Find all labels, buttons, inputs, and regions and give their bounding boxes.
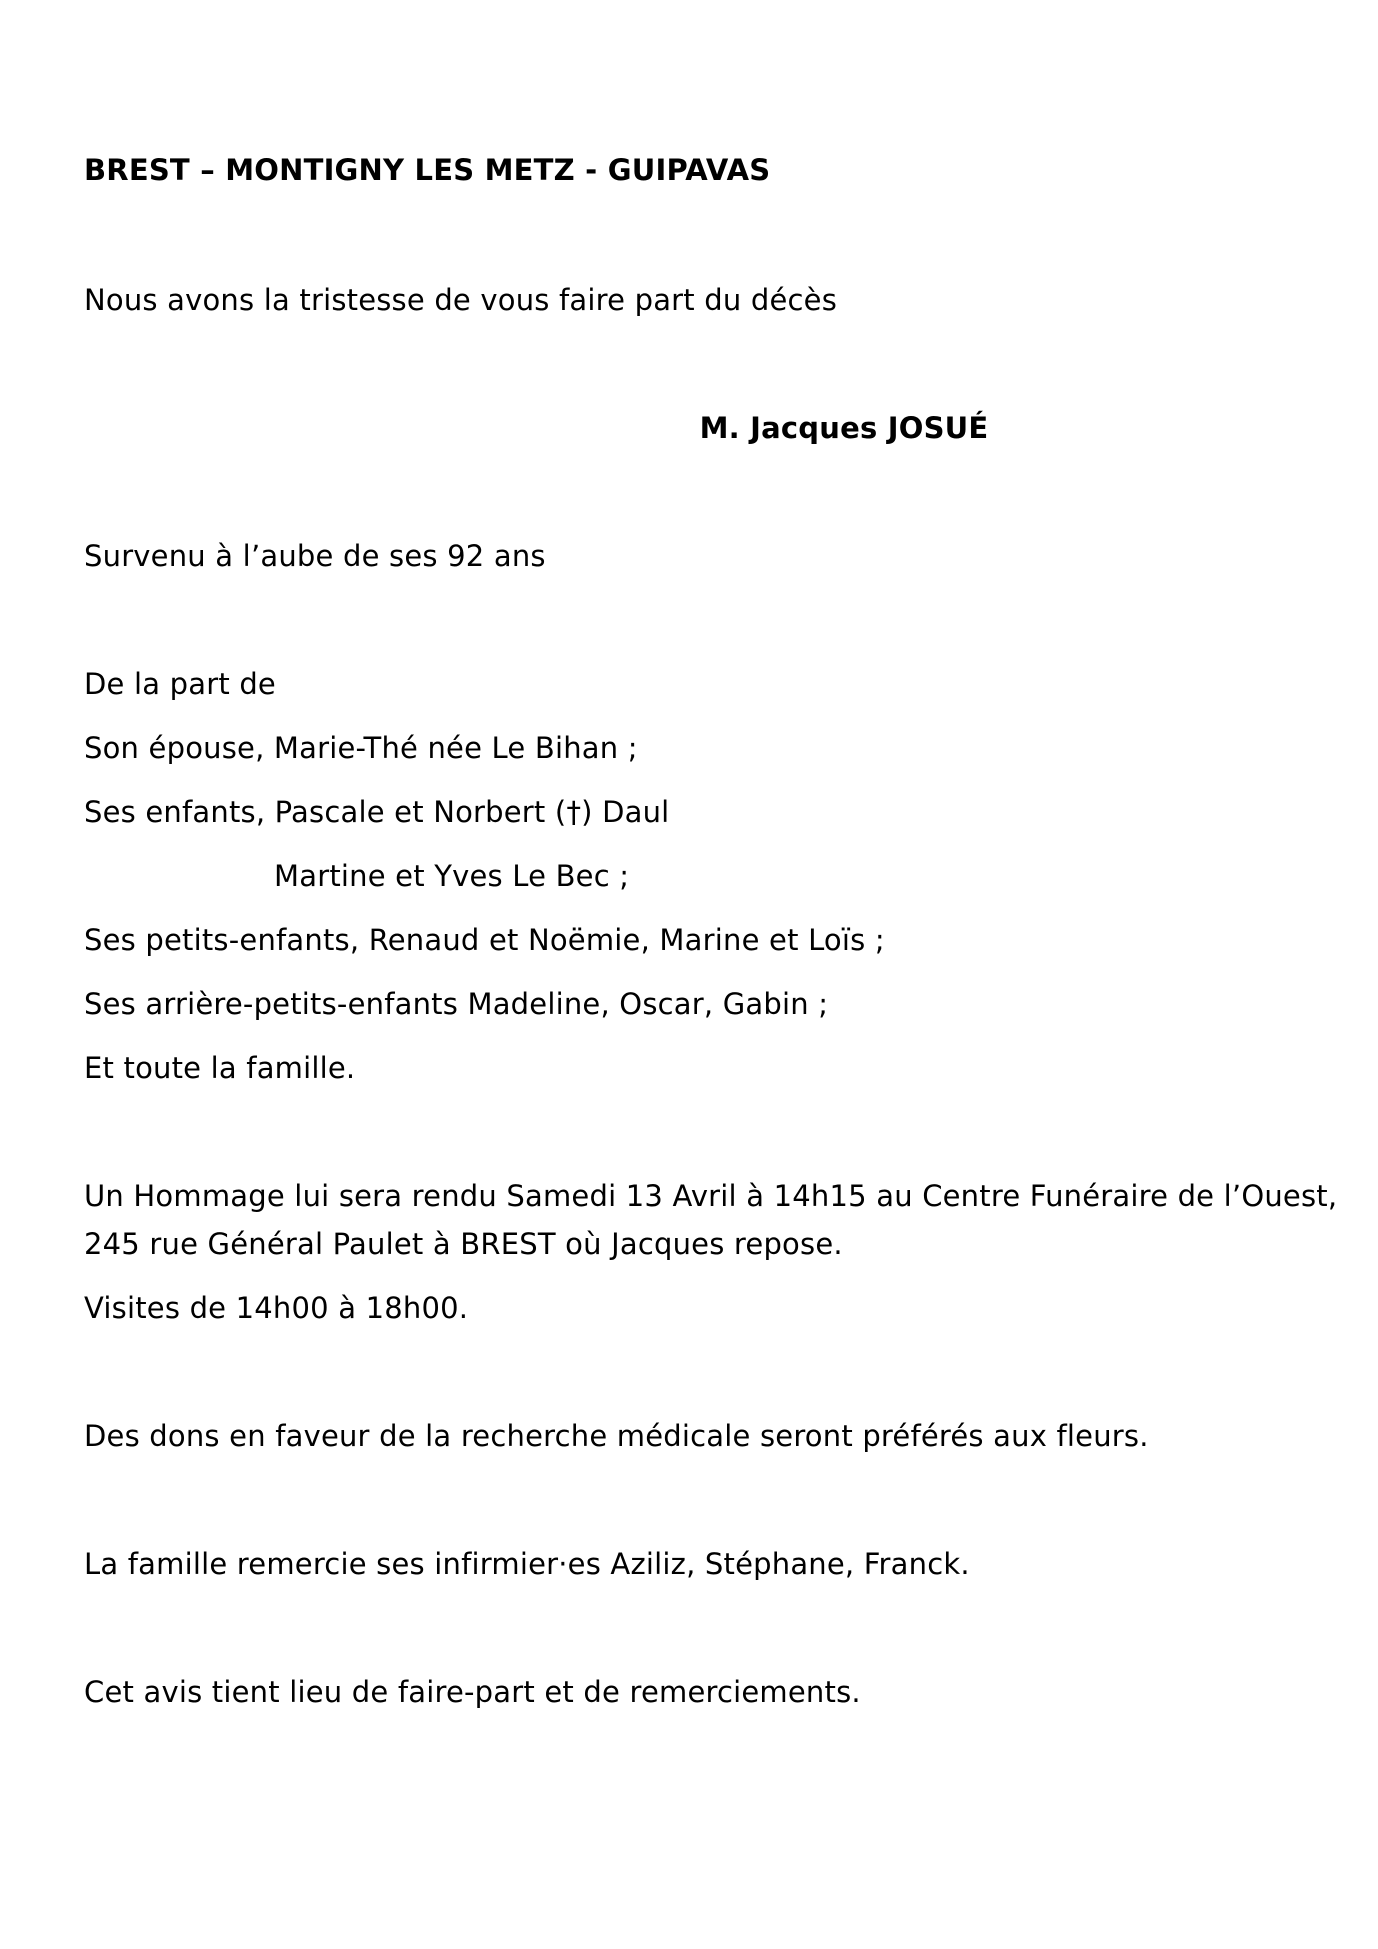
locations-header: BREST – MONTIGNY LES METZ - GUIPAVAS [84,153,771,187]
intro-text: Nous avons la tristesse de vous faire part du décès [84,283,838,317]
donations-line: Des dons en faveur de la recherche médicale seront préférés aux fleurs. [84,1419,1149,1453]
family-heading: De la part de [84,667,276,701]
family-line-great-grandchildren: Ses arrière-petits-enfants Madeline, Oscar, Gabin ; [84,987,829,1021]
age-line: Survenu à l’aube de ses 92 ans [84,539,546,573]
family-line-all: Et toute la famille. [84,1051,356,1085]
family-line-children: Ses enfants, Pascale et Norbert (†) Daul [84,795,670,829]
closing-line: Cet avis tient lieu de faire-part et de remerciements. [84,1675,861,1709]
visits-line: Visites de 14h00 à 18h00. [84,1291,469,1325]
family-line-grandchildren: Ses petits-enfants, Renaud et Noëmie, Marine et Loïs ; [84,923,885,957]
family-line-spouse: Son épouse, Marie-Thé née Le Bihan ; [84,731,638,765]
thanks-line: La famille remercie ses infirmier·es Aziliz, Stéphane, Franck. [84,1547,970,1581]
deceased-name-text: M. Jacques JOSUÉ [699,411,989,445]
ceremony-line-1: Un Hommage lui sera rendu Samedi 13 Avril à 14h15 au Centre Funéraire de l’Ouest, [84,1179,1338,1213]
family-line-children-cont: Martine et Yves Le Bec ; [274,859,630,893]
deceased-name [0,410,1378,446]
ceremony-line-2: 245 rue Général Paulet à BREST où Jacques repose. [84,1227,843,1261]
